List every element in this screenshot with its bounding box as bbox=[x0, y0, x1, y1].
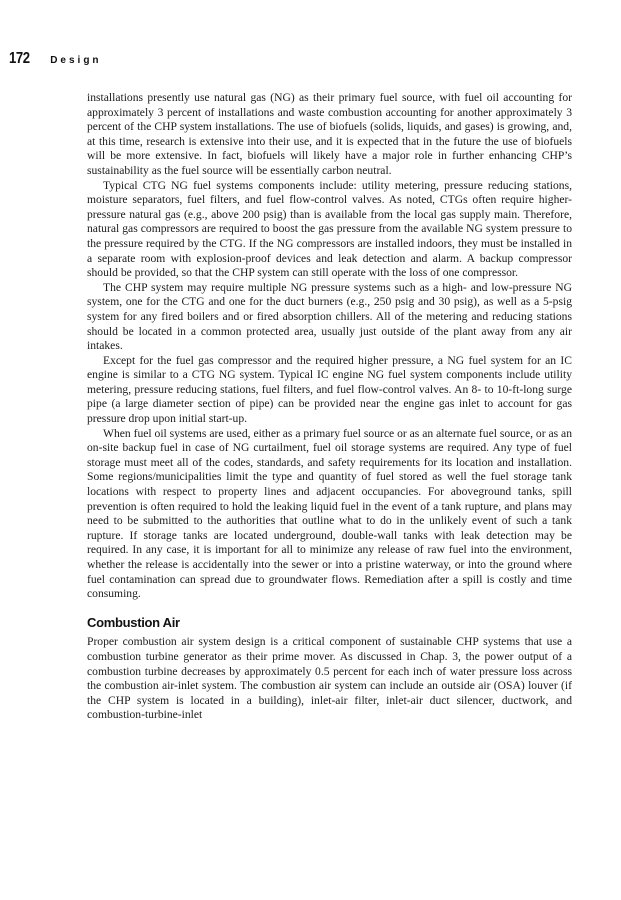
page-number: 172 bbox=[9, 50, 30, 67]
running-head-section: Design bbox=[50, 55, 102, 66]
paragraph-continued: installations presently use natural gas (NG) as their primary fuel source, with fuel oil accounting for approximately 3 percent of installations and waste combustion accounting for another approximately 3 percent of the CHP system installations. The use of biofuels (solids, liquids, and gases) is growing, and, at this time, research is extensive into their use, and it is expected that in the future the use of biofuels will be more extensive. In fact, biofuels will likely have a major role in further enhancing CHP’s sustainability as the fuel source will be essentially carbon neutral. bbox=[87, 91, 572, 177]
paragraph-combustion-air: Proper combustion air system design is a critical component of sustainable CHP systems that use a combustion turbine generator as their prime mover. As discussed in Chap. 3, the power output of a combustion turbine decreases by approximately 0.5 percent for each inch of water pressure loss across the combustion air-inlet system. The combustion air system can include an outside air (OSA) louver (if the CHP system is located in a building), inlet-air filter, inlet-air duct silencer, ductwork, and combustion-turbine-inlet bbox=[87, 635, 572, 722]
paragraph-multiple-ng-pressure: The CHP system may require multiple NG pressure systems such as a high- and low-pressure NG system, one for the CTG and one for the duct burners (e.g., 250 psig and 30 psig), as well as a 5-psig system for any fired boilers and or fired absorption chillers. All of the metering and reducing stations should be located in a common protected area, usually just outside of the plant away from any air intakes. bbox=[87, 280, 572, 353]
running-head bbox=[9, 50, 102, 70]
paragraph-ctg-fuel-systems: Typical CTG NG fuel systems components include: utility metering, pressure reducing stations, moisture separators, fuel filters, and fuel flow-control valves. As noted, CTGs often require higher-pressure natural gas (e.g., above 200 psig) than is available from the local gas supply main. Therefore, natural gas compressors are required to boost the gas pressure from the available NG system pressure to the pressure required by the CTG. If the NG compressors are installed indoors, they must be installed in a separate room with explosion-proof devices and leak detection and alarm. A backup compressor should be provided, so that the CHP system can still operate with the loss of one compressor. bbox=[87, 178, 572, 280]
body-text bbox=[87, 91, 572, 723]
section-heading-combustion-air: Combustion Air bbox=[87, 614, 180, 630]
paragraph-ic-engine-fuel: Except for the fuel gas compressor and the required higher pressure, a NG fuel system for an IC engine is similar to a CTG NG system. Typical IC engine NG fuel system components include utility metering, pressure reducing stations, fuel filters, and fuel flow-control valves. An 8- to 10-ft-long surge pipe (a large diameter section of pipe) can be provided near the engine gas inlet to account for gas pressure drop upon initial start-up. bbox=[87, 353, 572, 426]
paragraph-fuel-oil-storage: When fuel oil systems are used, either as a primary fuel source or as an alternate fuel source, or as an on-site backup fuel in case of NG curtailment, fuel oil storage systems are required. Any type of fuel storage must meet all of the codes, standards, and safety requirements for its location and installation. Some regions/municipalities limit the type and quantity of fuel stored as well the fuel storage tank locations with respect to property lines and adjacent occupancies. For aboveground tanks, spill prevention is often required to hold the leaking liquid fuel in the event of a tank rupture, and plans may need to be submitted to the authorities that outline what to do in the unlikely event of such a tank rupture. If storage tanks are located underground, double-wall tanks with leak detection may be required. In any case, it is important for all to minimize any release of raw fuel into the environment, whether the release is accidentally into the sewer or into a pristine waterway, or into the ground where fuel contamination can spread due to groundwater flows. Remediation after a spill is costly and time consuming. bbox=[87, 426, 572, 601]
